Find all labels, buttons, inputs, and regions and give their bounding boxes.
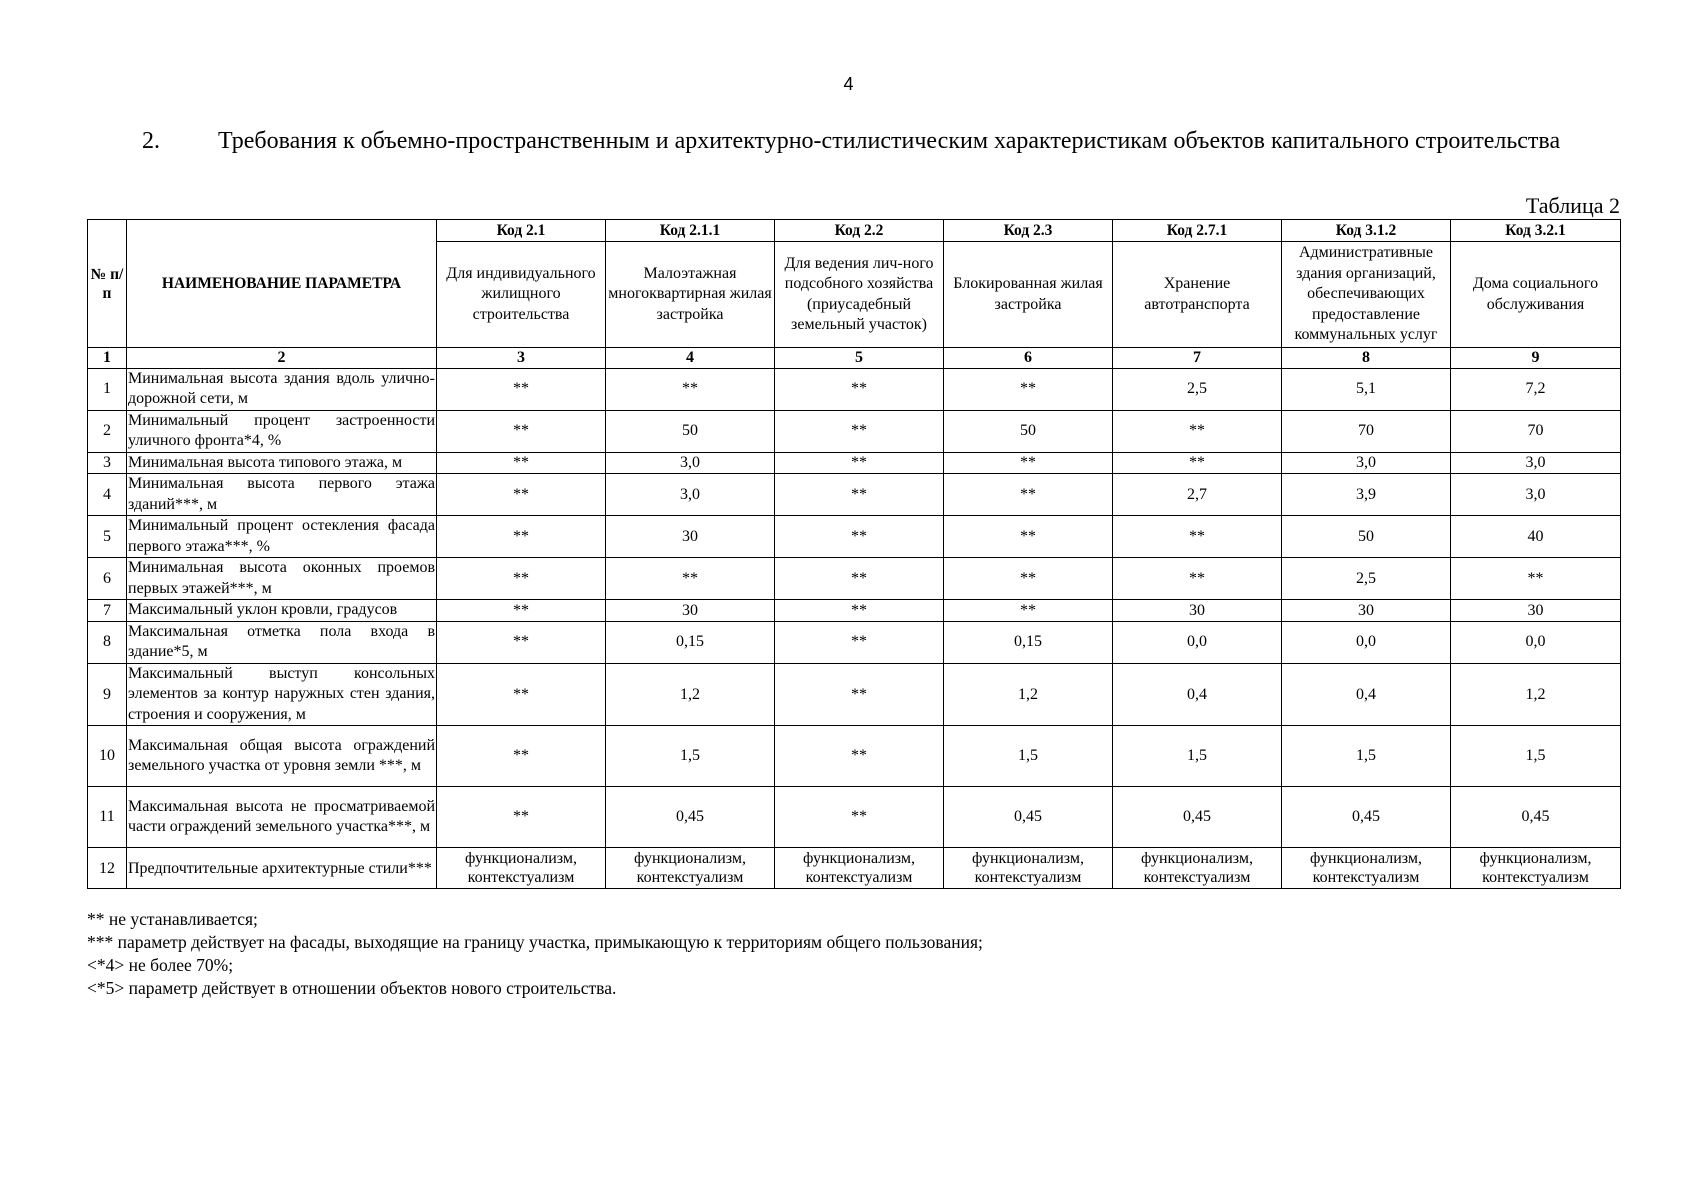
code-header: Код 2.7.1 xyxy=(1113,220,1282,242)
footnote: ** не устанавливается; xyxy=(87,909,258,929)
table-cell: 0,45 xyxy=(1451,787,1621,848)
row-number-header: № п/п xyxy=(88,220,127,348)
table-cell: 0,0 xyxy=(1113,621,1282,663)
table-cell: 1,5 xyxy=(1282,726,1451,787)
section-number: 2. xyxy=(142,128,160,154)
table-cell: 3,0 xyxy=(1451,474,1621,516)
code-header: Код 2.2 xyxy=(775,220,944,242)
table-cell: 5,1 xyxy=(1282,368,1451,410)
table-cell: 1,5 xyxy=(606,726,775,787)
table-cell: 0,15 xyxy=(606,621,775,663)
table-cell: ** xyxy=(437,621,606,663)
table-cell: ** xyxy=(944,368,1113,410)
section-heading xyxy=(87,126,1619,157)
table-cell: функционализм, контекстуализм xyxy=(1451,848,1621,889)
table-row xyxy=(88,787,1621,848)
table-cell: ** xyxy=(437,726,606,787)
table-cell: ** xyxy=(437,558,606,600)
table-row xyxy=(88,516,1621,558)
row-number: 3 xyxy=(88,452,127,474)
column-number: 2 xyxy=(127,348,437,369)
table-cell: 0,45 xyxy=(1113,787,1282,848)
table-cell: 30 xyxy=(1113,600,1282,622)
table-cell: 3,0 xyxy=(606,474,775,516)
code-description: Малоэтажная многоквартирная жилая застройка xyxy=(606,242,775,348)
parameter-name: Предпочтительные архитектурные стили*** xyxy=(127,848,437,889)
table-cell: 1,5 xyxy=(944,726,1113,787)
table-cell: 70 xyxy=(1451,410,1621,452)
row-number: 2 xyxy=(88,410,127,452)
footnote: <*4> не более 70%; xyxy=(87,955,234,975)
column-number: 3 xyxy=(437,348,606,369)
table-cell: ** xyxy=(944,558,1113,600)
code-description: Хранение автотранспорта xyxy=(1113,242,1282,348)
table-row xyxy=(88,663,1621,726)
table-cell: 30 xyxy=(606,516,775,558)
table-row xyxy=(88,474,1621,516)
column-number-row xyxy=(88,348,1621,369)
footnote: <*5> параметр действует в отношении объектов нового строительства. xyxy=(87,978,617,998)
table-cell: ** xyxy=(775,726,944,787)
table-cell: 1,2 xyxy=(1451,663,1621,726)
row-number: 7 xyxy=(88,600,127,622)
table-cell: ** xyxy=(775,600,944,622)
table-cell: 7,2 xyxy=(1451,368,1621,410)
table-cell: 40 xyxy=(1451,516,1621,558)
parameter-name: Максимальный выступ консольных элементов за контур наружных стен здания, строения и сооружения, м xyxy=(127,663,437,726)
column-number: 7 xyxy=(1113,348,1282,369)
section-title: Требования к объемно-пространственным и архитектурно-стилистическим характеристикам объектов капитального строительства xyxy=(218,128,1561,154)
table-cell: 3,0 xyxy=(1282,452,1451,474)
parameter-name: Минимальный процент застроенности уличного фронта*4, % xyxy=(127,410,437,452)
table-cell: 0,4 xyxy=(1282,663,1451,726)
table-cell: ** xyxy=(775,621,944,663)
table-cell: ** xyxy=(775,558,944,600)
table-body xyxy=(88,368,1621,889)
table-caption: Таблица 2 xyxy=(1525,193,1620,218)
table-cell: 1,2 xyxy=(606,663,775,726)
table-cell: 50 xyxy=(1282,516,1451,558)
table-cell: ** xyxy=(437,474,606,516)
table-cell: 0,0 xyxy=(1451,621,1621,663)
column-number: 1 xyxy=(88,348,127,369)
row-number: 9 xyxy=(88,663,127,726)
table-cell: 2,5 xyxy=(1282,558,1451,600)
table-cell: ** xyxy=(944,516,1113,558)
table-cell: ** xyxy=(1451,558,1621,600)
table-cell: ** xyxy=(437,663,606,726)
table-cell: 30 xyxy=(1282,600,1451,622)
table-cell: ** xyxy=(437,787,606,848)
page-number: 4 xyxy=(843,74,854,94)
code-description: Блокированная жилая застройка xyxy=(944,242,1113,348)
table-cell: ** xyxy=(1113,452,1282,474)
table-cell: ** xyxy=(775,410,944,452)
table-cell: 0,15 xyxy=(944,621,1113,663)
table-cell: ** xyxy=(437,368,606,410)
table-cell: функционализм, контекстуализм xyxy=(1282,848,1451,889)
table-cell: 3,0 xyxy=(1451,452,1621,474)
table-cell: ** xyxy=(775,368,944,410)
parameter-name: Минимальный процент остекления фасада первого этажа***, % xyxy=(127,516,437,558)
table-cell: 0,45 xyxy=(606,787,775,848)
table-cell: ** xyxy=(775,452,944,474)
code-header: Код 2.1 xyxy=(437,220,606,242)
parameter-name: Максимальная отметка пола входа в здание*5, м xyxy=(127,621,437,663)
table-cell: ** xyxy=(606,368,775,410)
table-row xyxy=(88,452,1621,474)
table-cell: 3,0 xyxy=(606,452,775,474)
code-description: Для ведения лич-ного подсобного хозяйства (приусадебный земельный участок) xyxy=(775,242,944,348)
row-number: 5 xyxy=(88,516,127,558)
table-cell: 1,5 xyxy=(1451,726,1621,787)
table-cell: функционализм, контекстуализм xyxy=(1113,848,1282,889)
table-cell: ** xyxy=(437,452,606,474)
column-number: 5 xyxy=(775,348,944,369)
table-cell: 50 xyxy=(944,410,1113,452)
table-cell: 1,2 xyxy=(944,663,1113,726)
footnotes xyxy=(87,908,983,1000)
table-cell: ** xyxy=(437,600,606,622)
column-number: 9 xyxy=(1451,348,1621,369)
table-cell: 2,7 xyxy=(1113,474,1282,516)
table-cell: ** xyxy=(944,452,1113,474)
code-header: Код 3.2.1 xyxy=(1451,220,1621,242)
table-cell: 2,5 xyxy=(1113,368,1282,410)
table-cell: ** xyxy=(437,410,606,452)
code-description: Для индивидуального жилищного строительства xyxy=(437,242,606,348)
table-cell: 3,9 xyxy=(1282,474,1451,516)
parameter-name: Минимальная высота первого этажа зданий***, м xyxy=(127,474,437,516)
row-number: 6 xyxy=(88,558,127,600)
table-row xyxy=(88,558,1621,600)
table-row xyxy=(88,726,1621,787)
parameter-name: Минимальная высота здания вдоль улично-дорожной сети, м xyxy=(127,368,437,410)
table-row xyxy=(88,368,1621,410)
table-cell: 0,4 xyxy=(1113,663,1282,726)
table-cell: функционализм, контекстуализм xyxy=(944,848,1113,889)
table-cell: 30 xyxy=(606,600,775,622)
table-cell: ** xyxy=(775,474,944,516)
parameter-name-header: НАИМЕНОВАНИЕ ПАРАМЕТРА xyxy=(127,220,437,348)
table-cell: 1,5 xyxy=(1113,726,1282,787)
row-number: 11 xyxy=(88,787,127,848)
table-row xyxy=(88,621,1621,663)
table-cell: ** xyxy=(944,474,1113,516)
row-number: 10 xyxy=(88,726,127,787)
table-row xyxy=(88,410,1621,452)
table-cell: ** xyxy=(775,787,944,848)
table-cell: функционализм, контекстуализм xyxy=(437,848,606,889)
table-cell: 0,45 xyxy=(944,787,1113,848)
code-header-row xyxy=(88,220,1621,242)
code-header: Код 2.1.1 xyxy=(606,220,775,242)
column-number: 4 xyxy=(606,348,775,369)
table-cell: 0,0 xyxy=(1282,621,1451,663)
footnote: *** параметр действует на фасады, выходящие на границу участка, примыкающую к территориям общего пользования; xyxy=(87,932,983,952)
table-cell: ** xyxy=(437,516,606,558)
table-cell: ** xyxy=(1113,410,1282,452)
code-header: Код 2.3 xyxy=(944,220,1113,242)
row-number: 8 xyxy=(88,621,127,663)
table-cell: ** xyxy=(775,663,944,726)
table-cell: ** xyxy=(944,600,1113,622)
table-cell: 0,45 xyxy=(1282,787,1451,848)
code-header: Код 3.1.2 xyxy=(1282,220,1451,242)
row-number: 12 xyxy=(88,848,127,889)
parameter-name: Максимальный уклон кровли, градусов xyxy=(127,600,437,622)
parameter-name: Максимальная общая высота ограждений земельного участка от уровня земли ***, м xyxy=(127,726,437,787)
table-row xyxy=(88,848,1621,889)
table-cell: ** xyxy=(1113,558,1282,600)
table-cell: функционализм, контекстуализм xyxy=(606,848,775,889)
table-cell: функционализм, контекстуализм xyxy=(775,848,944,889)
table-cell: 50 xyxy=(606,410,775,452)
row-number: 4 xyxy=(88,474,127,516)
table-cell: ** xyxy=(1113,516,1282,558)
parameter-name: Минимальная высота оконных проемов первых этажей***, м xyxy=(127,558,437,600)
parameters-table xyxy=(87,219,1621,889)
table-cell: 30 xyxy=(1451,600,1621,622)
parameter-name: Минимальная высота типового этажа, м xyxy=(127,452,437,474)
table-cell: ** xyxy=(775,516,944,558)
row-number: 1 xyxy=(88,368,127,410)
code-description: Дома социального обслуживания xyxy=(1451,242,1621,348)
table-cell: 70 xyxy=(1282,410,1451,452)
column-number: 6 xyxy=(944,348,1113,369)
code-description: Административные здания организаций, обеспечивающих предоставление коммунальных услуг xyxy=(1282,242,1451,348)
column-number: 8 xyxy=(1282,348,1451,369)
table-row xyxy=(88,600,1621,622)
table-cell: ** xyxy=(606,558,775,600)
parameter-name: Максимальная высота не просматриваемой части ограждений земельного участка***, м xyxy=(127,787,437,848)
